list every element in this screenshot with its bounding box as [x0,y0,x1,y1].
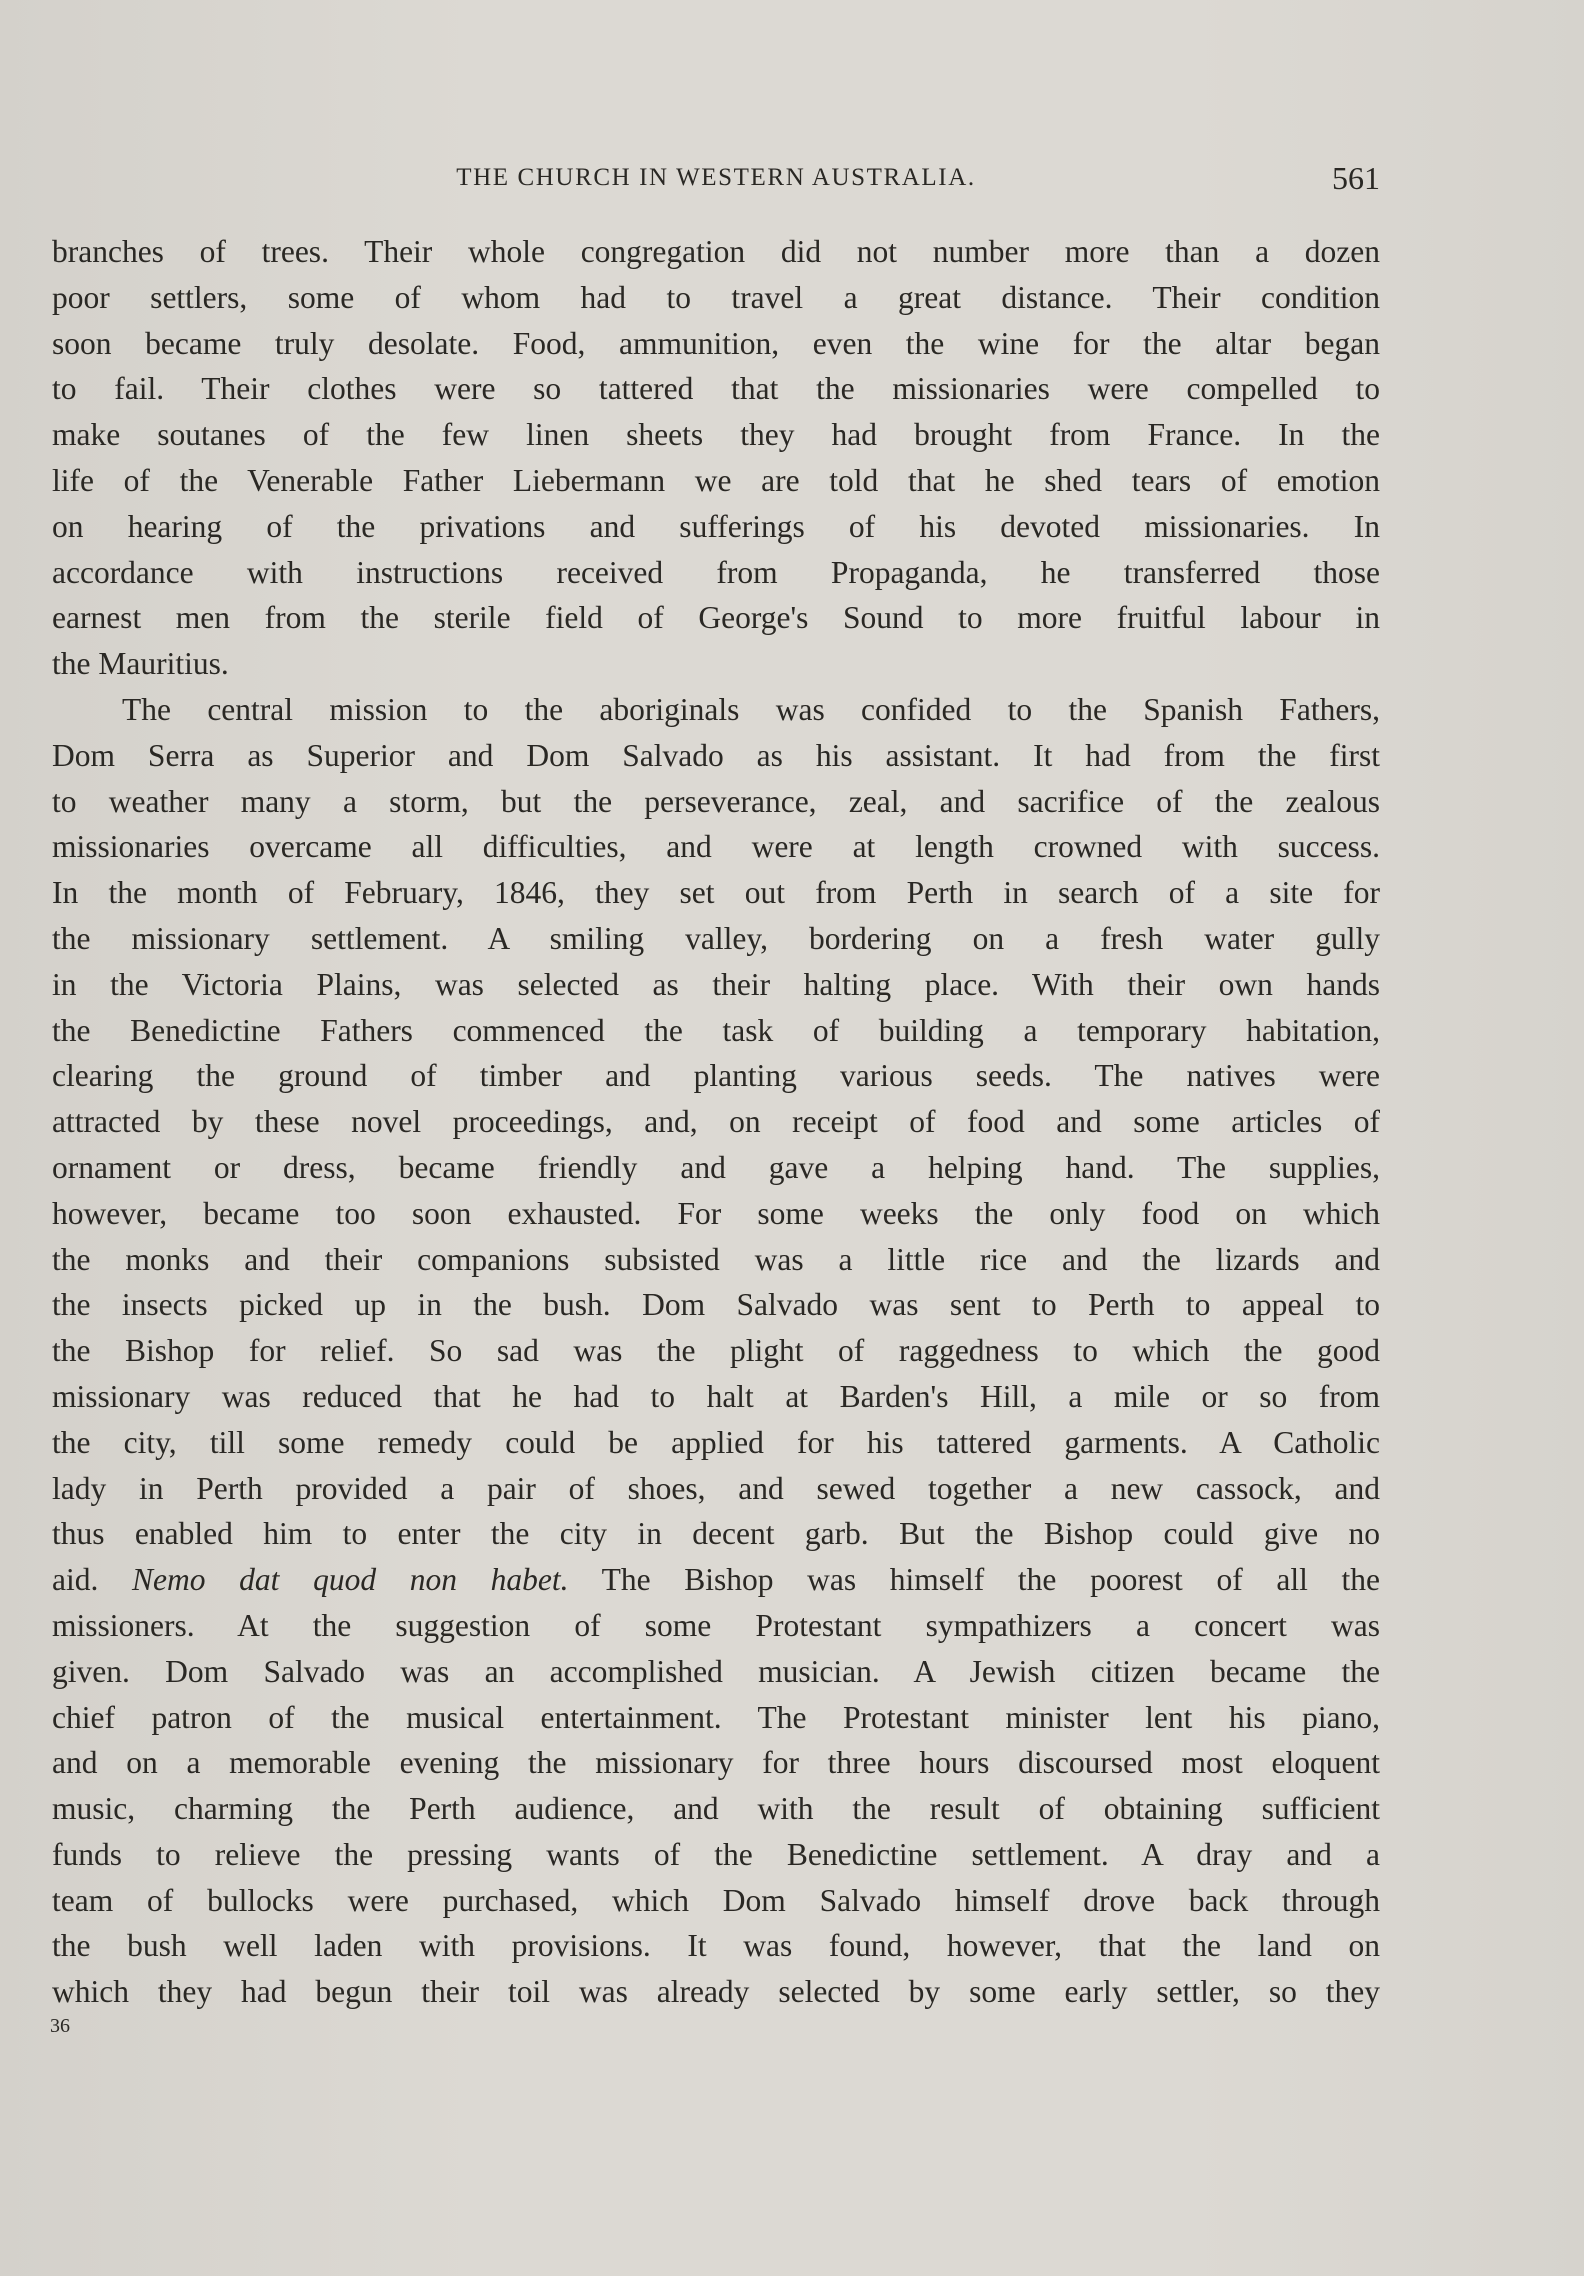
text-line: missionaries overcame all difficulties, and were at length crowned with success. [52,829,1380,865]
text-line: missioners. At the suggestion of some Protestant sympathizers a concert was [52,1607,1380,1643]
text-line: given. Dom Salvado was an accomplished musician. A Jewish citizen became the [52,1653,1380,1689]
text-line: lady in Perth provided a pair of shoes, and sewed together a new cassock, and [52,1470,1380,1506]
paragraph-1 [52,229,1380,687]
paragraph-2 [52,687,1380,2015]
text-line: make soutanes of the few linen sheets they had brought from France. In the [52,417,1380,453]
latin-quote: Nemo dat quod non habet. [132,1562,569,1598]
text-line: thus enabled him to enter the city in decent garb. But the Bishop could give no [52,1516,1380,1552]
text-line: the missionary settlement. A smiling valley, bordering on a fresh water gully [52,920,1380,956]
text-line: accordance with instructions received from Propaganda, he transferred those [52,554,1380,590]
text-line: poor settlers, some of whom had to travel a great distance. Their condition [52,279,1380,315]
running-title: THE CHURCH IN WESTERN AUSTRALIA. [456,164,976,191]
text-line: the Mauritius. [52,646,229,682]
text-line: the Benedictine Fathers commenced the task of building a temporary habitation, [52,1012,1380,1048]
text-line: In the month of February, 1846, they set out from Perth in search of a site for [52,875,1380,911]
running-head [52,160,1380,200]
text-line: the city, till some remedy could be applied for his tattered garments. A Catholic [52,1424,1380,1460]
text-line: music, charming the Perth audience, and with the result of obtaining sufficient [52,1791,1380,1827]
body-text [52,229,1380,2015]
text-line: Dom Serra as Superior and Dom Salvado as his assistant. It had from the first [52,737,1380,773]
text-line: funds to relieve the pressing wants of the Benedictine settlement. A dray and a [52,1836,1380,1872]
text-line: the insects picked up in the bush. Dom Salvado was sent to Perth to appeal to [52,1287,1380,1323]
text-line: attracted by these novel proceedings, and, on receipt of food and some articles of [52,1104,1380,1140]
text-line: The central mission to the aboriginals was confided to the Spanish Fathers, [122,691,1380,727]
text-line: team of bullocks were purchased, which Dom Salvado himself drove back through [52,1882,1380,1918]
text-line: the bush well laden with provisions. It was found, however, that the land on [52,1928,1380,1964]
text-line: earnest men from the sterile field of George's Sound to more fruitful labour in [52,600,1380,636]
signature-mark: 36 [50,2015,70,2037]
text-line: however, became too soon exhausted. For some weeks the only food on which [52,1195,1380,1231]
text-line: the monks and their companions subsisted was a little rice and the lizards and [52,1241,1380,1277]
text-line: and on a memorable evening the missionary for three hours discoursed most eloquent [52,1745,1380,1781]
latin-quote-line [52,1557,1380,1603]
text-line: clearing the ground of timber and planting various seeds. The natives were [52,1058,1380,1094]
text-line: which they had begun their toil was already selected by some early settler, so they [52,1974,1380,2010]
text-line: on hearing of the privations and sufferings of his devoted missionaries. In [52,508,1380,544]
text-line: the Bishop for relief. So sad was the plight of raggedness to which the good [52,1333,1380,1369]
page-number: 561 [1332,160,1380,196]
text-line: life of the Venerable Father Liebermann we are told that he shed tears of emotion [52,462,1380,498]
text-line: chief patron of the musical entertainment. The Protestant minister lent his piano, [52,1699,1380,1735]
text-line: missionary was reduced that he had to halt at Barden's Hill, a mile or so from [52,1378,1380,1414]
text-line: in the Victoria Plains, was selected as their halting place. With their own hands [52,966,1380,1002]
latin-line-after: The Bishop was himself the poorest of all the [568,1562,1380,1598]
text-line: to fail. Their clothes were so tattered that the missionaries were compelled to [52,371,1380,407]
text-line: to weather many a storm, but the perseverance, zeal, and sacrifice of the zealous [52,783,1380,819]
latin-line-before: aid. [52,1562,133,1598]
text-line: ornament or dress, became friendly and gave a helping hand. The supplies, [52,1149,1380,1185]
text-line: branches of trees. Their whole congregation did not number more than a dozen [52,234,1380,269]
text-line: soon became truly desolate. Food, ammunition, even the wine for the altar began [52,325,1380,361]
